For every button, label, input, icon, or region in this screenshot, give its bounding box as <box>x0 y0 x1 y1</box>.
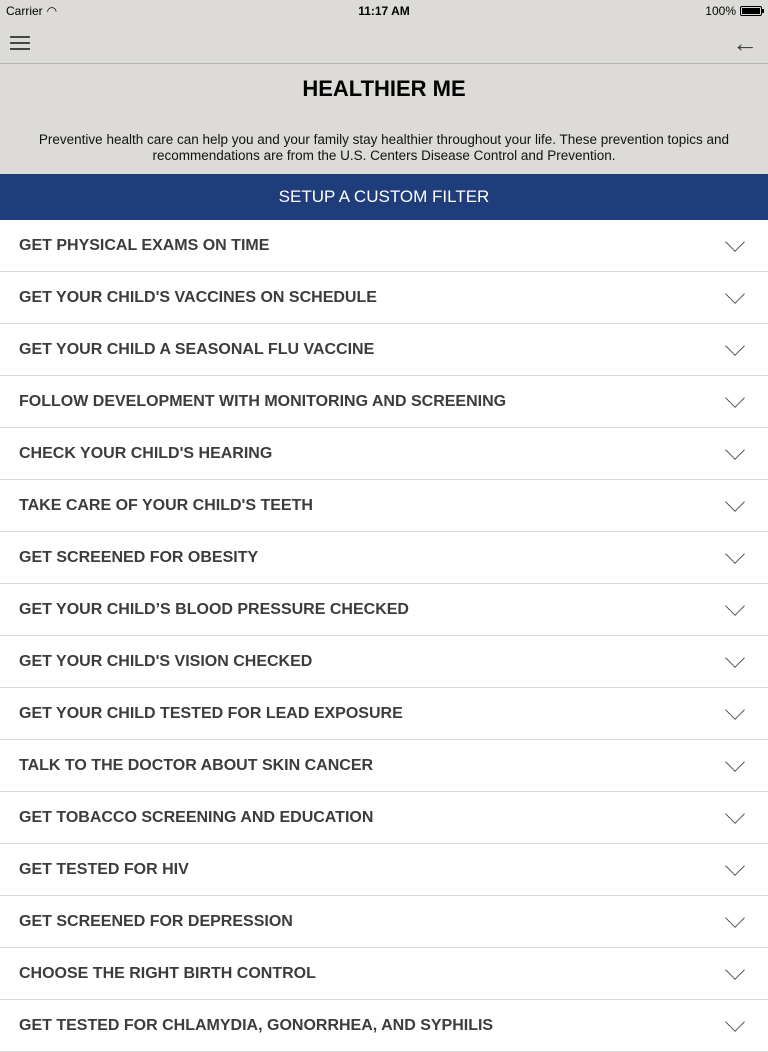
topic-row[interactable] <box>0 272 768 324</box>
page-description: Preventive health care can help you and your family stay healthier throughout your life. These prevention topics and recommendations are from the U.S. Centers Disease Control and Prevention. <box>38 132 730 163</box>
chevron-down-icon[interactable] <box>725 908 745 928</box>
topic-row[interactable] <box>0 844 768 896</box>
topic-label: GET TOBACCO SCREENING AND EDUCATION <box>19 808 374 826</box>
topic-row[interactable] <box>0 428 768 480</box>
topic-label: GET PHYSICAL EXAMS ON TIME <box>19 236 270 254</box>
wifi-icon: ◠ <box>46 4 58 18</box>
topic-label: GET YOUR CHILD'S VACCINES ON SCHEDULE <box>19 288 377 306</box>
chevron-down-icon[interactable] <box>725 596 745 616</box>
topic-row[interactable] <box>0 948 768 1000</box>
topic-label: GET YOUR CHILD’S BLOOD PRESSURE CHECKED <box>19 600 409 618</box>
setup-custom-filter-button[interactable]: SETUP A CUSTOM FILTER <box>0 174 768 220</box>
topic-row[interactable] <box>0 896 768 948</box>
topic-label: GET YOUR CHILD'S VISION CHECKED <box>19 652 313 670</box>
chevron-down-icon[interactable] <box>725 232 745 252</box>
chevron-down-icon[interactable] <box>725 440 745 460</box>
chevron-down-icon[interactable] <box>725 752 745 772</box>
chevron-down-icon[interactable] <box>725 960 745 980</box>
topic-row[interactable] <box>0 376 768 428</box>
chevron-down-icon[interactable] <box>725 544 745 564</box>
topic-row[interactable] <box>0 636 768 688</box>
topic-label: CHECK YOUR CHILD'S HEARING <box>19 444 273 462</box>
page-title: HEALTHIER ME <box>302 76 466 101</box>
topic-label: GET TESTED FOR HIV <box>19 860 189 878</box>
page-header <box>0 64 768 174</box>
topic-row[interactable] <box>0 220 768 272</box>
back-arrow-icon[interactable]: ← <box>732 27 758 58</box>
chevron-down-icon[interactable] <box>725 388 745 408</box>
topic-row[interactable] <box>0 1000 768 1052</box>
topic-row[interactable] <box>0 480 768 532</box>
topic-row[interactable] <box>0 688 768 740</box>
battery-percent: 100% <box>705 4 736 18</box>
topic-row[interactable] <box>0 324 768 376</box>
topic-row[interactable] <box>0 532 768 584</box>
topic-label: GET SCREENED FOR OBESITY <box>19 548 259 566</box>
status-bar <box>0 0 768 22</box>
chevron-down-icon[interactable] <box>725 856 745 876</box>
topic-label: FOLLOW DEVELOPMENT WITH MONITORING AND SCREENING <box>19 392 507 410</box>
chevron-down-icon[interactable] <box>725 492 745 512</box>
chevron-down-icon[interactable] <box>725 700 745 720</box>
chevron-down-icon[interactable] <box>725 648 745 668</box>
battery-icon <box>740 6 762 16</box>
menu-icon[interactable] <box>10 36 30 50</box>
topic-label: TALK TO THE DOCTOR ABOUT SKIN CANCER <box>19 756 374 774</box>
topic-label: GET YOUR CHILD TESTED FOR LEAD EXPOSURE <box>19 704 403 722</box>
chevron-down-icon[interactable] <box>725 336 745 356</box>
nav-bar <box>0 22 768 64</box>
carrier-label: Carrier <box>6 4 43 18</box>
chevron-down-icon[interactable] <box>725 804 745 824</box>
status-time: 11:17 AM <box>358 4 410 18</box>
topic-label: CHOOSE THE RIGHT BIRTH CONTROL <box>19 964 316 982</box>
topic-row[interactable] <box>0 584 768 636</box>
topic-label: TAKE CARE OF YOUR CHILD'S TEETH <box>19 496 313 514</box>
topic-list <box>0 220 768 1052</box>
topic-label: GET YOUR CHILD A SEASONAL FLU VACCINE <box>19 340 375 358</box>
topic-label: GET TESTED FOR CHLAMYDIA, GONORRHEA, AND SYPHILIS <box>19 1016 494 1034</box>
chevron-down-icon[interactable] <box>725 1012 745 1032</box>
chevron-down-icon[interactable] <box>725 284 745 304</box>
topic-row[interactable] <box>0 740 768 792</box>
topic-label: GET SCREENED FOR DEPRESSION <box>19 912 293 930</box>
topic-row[interactable] <box>0 792 768 844</box>
